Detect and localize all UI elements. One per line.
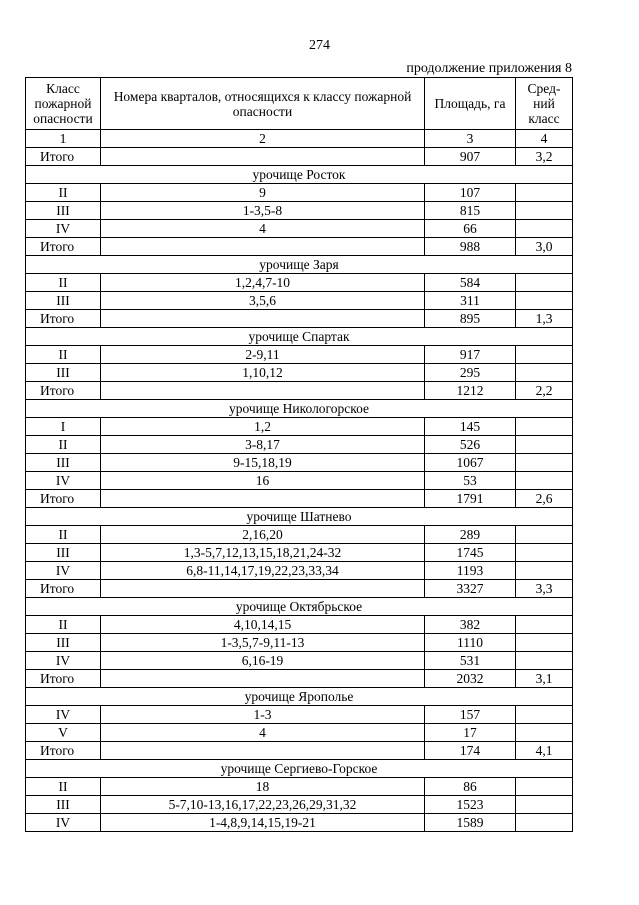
- column-number-row: [26, 130, 573, 148]
- table-row: [26, 418, 573, 436]
- total-area: 2032: [425, 670, 516, 688]
- total-row: [26, 238, 573, 256]
- total-quarters-cell: [101, 580, 425, 598]
- average-class: [516, 778, 573, 796]
- hazard-class: II: [26, 274, 101, 292]
- quarter-numbers: 1-3,5-8: [101, 202, 425, 220]
- hazard-class: II: [26, 436, 101, 454]
- table-row: [26, 724, 573, 742]
- table-row: [26, 202, 573, 220]
- table-row: [26, 454, 573, 472]
- quarter-numbers: 6,16-19: [101, 652, 425, 670]
- hazard-class: III: [26, 364, 101, 382]
- area: 157: [425, 706, 516, 724]
- hazard-class: III: [26, 292, 101, 310]
- total-average-class: 3,0: [516, 238, 573, 256]
- area: 107: [425, 184, 516, 202]
- area: 86: [425, 778, 516, 796]
- quarter-numbers: 4,10,14,15: [101, 616, 425, 634]
- area: 584: [425, 274, 516, 292]
- hazard-class: III: [26, 634, 101, 652]
- hazard-class: II: [26, 526, 101, 544]
- table-header-row: [26, 78, 573, 130]
- section-title-row: [26, 400, 573, 418]
- total-quarters-cell: [101, 310, 425, 328]
- area: 526: [425, 436, 516, 454]
- quarter-numbers: 2,16,20: [101, 526, 425, 544]
- fire-hazard-table: [25, 77, 573, 832]
- area: 145: [425, 418, 516, 436]
- table-row: [26, 436, 573, 454]
- area: 311: [425, 292, 516, 310]
- table-row: [26, 616, 573, 634]
- average-class: [516, 454, 573, 472]
- table-row: [26, 706, 573, 724]
- total-label: Итого: [26, 742, 101, 760]
- total-area: 1212: [425, 382, 516, 400]
- section-title-row: [26, 256, 573, 274]
- table-row: [26, 796, 573, 814]
- area: 295: [425, 364, 516, 382]
- area: 1067: [425, 454, 516, 472]
- average-class: [516, 364, 573, 382]
- quarter-numbers: 9-15,18,19: [101, 454, 425, 472]
- quarter-numbers: 1,2,4,7-10: [101, 274, 425, 292]
- average-class: [516, 562, 573, 580]
- quarter-numbers: 1-4,8,9,14,15,19-21: [101, 814, 425, 832]
- area: 1523: [425, 796, 516, 814]
- average-class: [516, 526, 573, 544]
- table-row: [26, 778, 573, 796]
- table-row: [26, 364, 573, 382]
- section-title-row: [26, 598, 573, 616]
- table-row: [26, 184, 573, 202]
- total-area: 907: [425, 148, 516, 166]
- average-class: [516, 346, 573, 364]
- average-class: [516, 292, 573, 310]
- hazard-class: III: [26, 796, 101, 814]
- area: 1589: [425, 814, 516, 832]
- table-row: [26, 634, 573, 652]
- quarter-numbers: 1,2: [101, 418, 425, 436]
- quarter-numbers: 6,8-11,14,17,19,22,23,33,34: [101, 562, 425, 580]
- average-class: [516, 814, 573, 832]
- table-row: [26, 274, 573, 292]
- section-title-row: [26, 760, 573, 778]
- table-row: [26, 562, 573, 580]
- hazard-class: II: [26, 184, 101, 202]
- total-average-class: 3,3: [516, 580, 573, 598]
- total-row: [26, 580, 573, 598]
- average-class: [516, 724, 573, 742]
- section-title-row: [26, 166, 573, 184]
- quarter-numbers: 1,10,12: [101, 364, 425, 382]
- total-average-class: 3,2: [516, 148, 573, 166]
- total-average-class: 2,6: [516, 490, 573, 508]
- hazard-class: V: [26, 724, 101, 742]
- header-hazard-class: Класс пожарной опасности: [26, 78, 101, 130]
- quarter-numbers: 5-7,10-13,16,17,22,23,26,29,31,32: [101, 796, 425, 814]
- average-class: [516, 202, 573, 220]
- quarter-numbers: 1,3-5,7,12,13,15,18,21,24-32: [101, 544, 425, 562]
- total-area: 3327: [425, 580, 516, 598]
- area: 917: [425, 346, 516, 364]
- total-label: Итого: [26, 148, 101, 166]
- table-row: [26, 292, 573, 310]
- table-row: [26, 544, 573, 562]
- hazard-class: IV: [26, 220, 101, 238]
- area: 289: [425, 526, 516, 544]
- hazard-class: II: [26, 616, 101, 634]
- average-class: [516, 436, 573, 454]
- header-average-class: Сред-ний класс: [516, 78, 573, 130]
- total-row: [26, 310, 573, 328]
- table-row: [26, 526, 573, 544]
- section-title-row: [26, 328, 573, 346]
- header-area: Площадь, га: [425, 78, 516, 130]
- total-label: Итого: [26, 580, 101, 598]
- table-row: [26, 814, 573, 832]
- total-quarters-cell: [101, 670, 425, 688]
- area: 1193: [425, 562, 516, 580]
- quarter-numbers: 3,5,6: [101, 292, 425, 310]
- hazard-class: I: [26, 418, 101, 436]
- quarter-numbers: 2-9,11: [101, 346, 425, 364]
- hazard-class: IV: [26, 562, 101, 580]
- continuation-note: продолжение приложения 8: [406, 61, 572, 76]
- average-class: [516, 544, 573, 562]
- total-average-class: 2,2: [516, 382, 573, 400]
- average-class: [516, 796, 573, 814]
- total-quarters-cell: [101, 382, 425, 400]
- hazard-class: IV: [26, 652, 101, 670]
- hazard-class: II: [26, 346, 101, 364]
- total-quarters-cell: [101, 148, 425, 166]
- area: 1745: [425, 544, 516, 562]
- area: 382: [425, 616, 516, 634]
- header-quarter-numbers: Номера кварталов, относящихся к классу пожарной опасности: [101, 78, 425, 130]
- quarter-numbers: 4: [101, 220, 425, 238]
- quarter-numbers: 16: [101, 472, 425, 490]
- total-average-class: 1,3: [516, 310, 573, 328]
- average-class: [516, 184, 573, 202]
- total-label: Итого: [26, 238, 101, 256]
- area: 66: [425, 220, 516, 238]
- hazard-class: IV: [26, 472, 101, 490]
- average-class: [516, 706, 573, 724]
- total-row: [26, 490, 573, 508]
- total-quarters-cell: [101, 742, 425, 760]
- section-title: урочище Шатнево: [26, 508, 573, 526]
- column-number: 4: [516, 130, 573, 148]
- average-class: [516, 418, 573, 436]
- total-row: [26, 148, 573, 166]
- total-row: [26, 670, 573, 688]
- total-row: [26, 382, 573, 400]
- section-title: урочище Спартак: [26, 328, 573, 346]
- total-average-class: 3,1: [516, 670, 573, 688]
- area: 17: [425, 724, 516, 742]
- section-title: урочище Сергиево-Горское: [26, 760, 573, 778]
- page-number: 274: [309, 38, 330, 53]
- hazard-class: IV: [26, 706, 101, 724]
- table-body: [26, 130, 573, 832]
- total-area: 988: [425, 238, 516, 256]
- hazard-class: IV: [26, 814, 101, 832]
- column-number: 1: [26, 130, 101, 148]
- section-title-row: [26, 688, 573, 706]
- total-area: 895: [425, 310, 516, 328]
- area: 531: [425, 652, 516, 670]
- column-number: 2: [101, 130, 425, 148]
- total-quarters-cell: [101, 238, 425, 256]
- section-title: урочище Никологорское: [26, 400, 573, 418]
- hazard-class: III: [26, 454, 101, 472]
- total-quarters-cell: [101, 490, 425, 508]
- total-area: 174: [425, 742, 516, 760]
- section-title: урочище Росток: [26, 166, 573, 184]
- quarter-numbers: 9: [101, 184, 425, 202]
- section-title-row: [26, 508, 573, 526]
- quarter-numbers: 1-3: [101, 706, 425, 724]
- table-row: [26, 346, 573, 364]
- average-class: [516, 652, 573, 670]
- total-row: [26, 742, 573, 760]
- total-label: Итого: [26, 490, 101, 508]
- area: 53: [425, 472, 516, 490]
- area: 1110: [425, 634, 516, 652]
- total-label: Итого: [26, 382, 101, 400]
- hazard-class: III: [26, 544, 101, 562]
- average-class: [516, 634, 573, 652]
- total-label: Итого: [26, 310, 101, 328]
- average-class: [516, 616, 573, 634]
- table-row: [26, 220, 573, 238]
- section-title: урочище Заря: [26, 256, 573, 274]
- table-row: [26, 652, 573, 670]
- column-number: 3: [425, 130, 516, 148]
- quarter-numbers: 18: [101, 778, 425, 796]
- average-class: [516, 472, 573, 490]
- hazard-class: II: [26, 778, 101, 796]
- total-average-class: 4,1: [516, 742, 573, 760]
- section-title: урочище Ярополье: [26, 688, 573, 706]
- quarter-numbers: 4: [101, 724, 425, 742]
- table-row: [26, 472, 573, 490]
- average-class: [516, 274, 573, 292]
- area: 815: [425, 202, 516, 220]
- quarter-numbers: 1-3,5,7-9,11-13: [101, 634, 425, 652]
- quarter-numbers: 3-8,17: [101, 436, 425, 454]
- hazard-class: III: [26, 202, 101, 220]
- section-title: урочище Октябрьское: [26, 598, 573, 616]
- total-label: Итого: [26, 670, 101, 688]
- average-class: [516, 220, 573, 238]
- total-area: 1791: [425, 490, 516, 508]
